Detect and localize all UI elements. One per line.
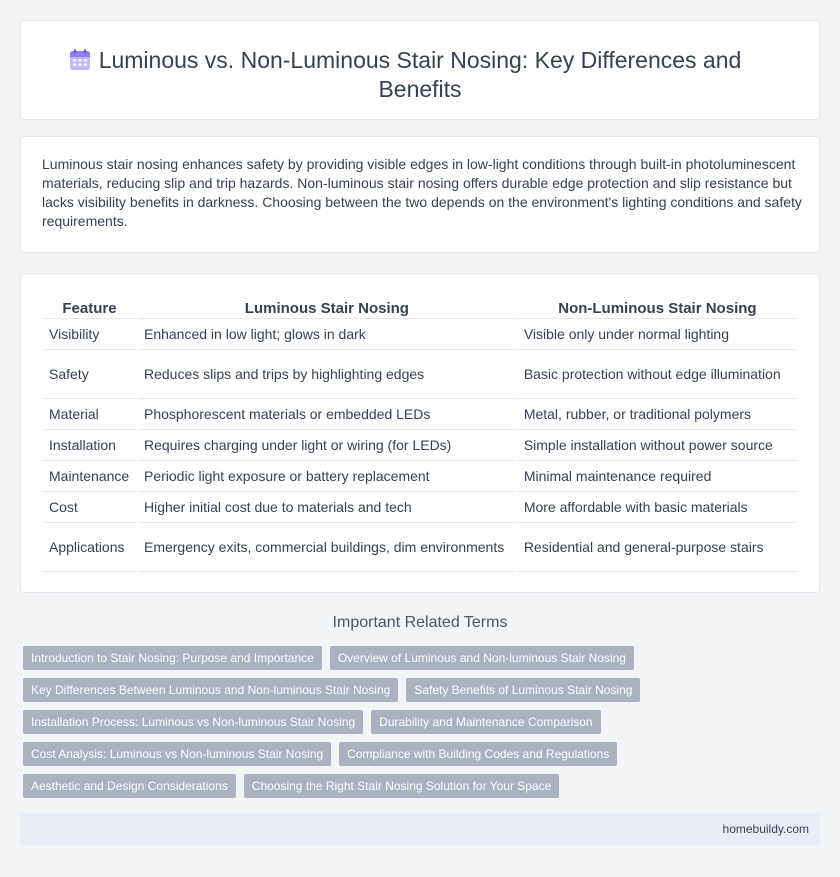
intro-paragraph: Luminous stair nosing enhances safety by providing visible edges in low-light conditions through built-in photoluminescent materials, reducing slip and trip hazards. Non-luminous stair nosing offers durable edge protection and slip resistance but lacks visibility benefits in darkness. Choosing between the two depends on the environment's lighting conditions and safety requirements.: [42, 156, 802, 229]
related-terms-title: Important Related Terms: [332, 614, 508, 631]
page-title: Luminous vs. Non-Luminous Stair Nosing: Key Differences and Benefits: [98, 47, 742, 102]
table-cell: Metal, rubber, or traditional polymers: [518, 399, 797, 430]
related-term-tag[interactable]: Overview of Luminous and Non-luminous Stair Nosing: [330, 646, 634, 670]
related-term-tag[interactable]: Durability and Maintenance Comparison: [371, 710, 600, 734]
table-cell: Simple installation without power source: [518, 430, 797, 461]
intro-card: [20, 136, 820, 253]
comparison-table-card: [20, 273, 820, 593]
table-cell: Periodic light exposure or battery replacement: [138, 461, 516, 492]
related-term-tag[interactable]: Introduction to Stair Nosing: Purpose and Importance: [23, 646, 322, 670]
table-row: [43, 523, 797, 572]
table-cell: Maintenance: [43, 461, 136, 492]
table-row: [43, 350, 797, 399]
related-term-tag[interactable]: Choosing the Right Stair Nosing Solution for Your Space: [244, 774, 560, 798]
table-cell: Minimal maintenance required: [518, 461, 797, 492]
table-cell: Higher initial cost due to materials and tech: [138, 492, 516, 523]
related-term-tag[interactable]: Safety Benefits of Luminous Stair Nosing: [406, 678, 640, 702]
table-cell: Residential and general-purpose stairs: [518, 523, 797, 572]
comparison-table: [41, 297, 799, 572]
related-term-tag[interactable]: Compliance with Building Codes and Regulations: [339, 742, 617, 766]
table-cell: Applications: [43, 523, 136, 572]
header-card: [20, 20, 820, 120]
table-cell: Basic protection without edge illumination: [518, 350, 797, 399]
related-term-tag[interactable]: Installation Process: Luminous vs Non-luminous Stair Nosing: [23, 710, 363, 734]
table-row: [43, 399, 797, 430]
footer: [20, 813, 820, 846]
column-header: Non-Luminous Stair Nosing: [518, 297, 797, 319]
table-header-row: [43, 297, 797, 319]
table-row: [43, 492, 797, 523]
table-cell: Enhanced in low light; glows in dark: [138, 319, 516, 350]
footer-site-link[interactable]: homebuildy.com: [722, 822, 809, 836]
related-terms-list: [23, 646, 823, 806]
table-cell: Cost: [43, 492, 136, 523]
table-cell: Installation: [43, 430, 136, 461]
table-cell: Reduces slips and trips by highlighting edges: [138, 350, 516, 399]
table-cell: Safety: [43, 350, 136, 399]
table-row: [43, 319, 797, 350]
related-term-tag[interactable]: Cost Analysis: Luminous vs Non-luminous Stair Nosing: [23, 742, 331, 766]
column-header: Luminous Stair Nosing: [138, 297, 516, 319]
column-header: Feature: [43, 297, 136, 319]
table-cell: Phosphorescent materials or embedded LEDs: [138, 399, 516, 430]
table-cell: More affordable with basic materials: [518, 492, 797, 523]
table-row: [43, 430, 797, 461]
related-term-tag[interactable]: Aesthetic and Design Considerations: [23, 774, 236, 798]
related-term-tag[interactable]: Key Differences Between Luminous and Non-luminous Stair Nosing: [23, 678, 398, 702]
table-cell: Visible only under normal lighting: [518, 319, 797, 350]
table-row: [43, 461, 797, 492]
table-cell: Emergency exits, commercial buildings, dim environments: [138, 523, 516, 572]
table-cell: Requires charging under light or wiring (for LEDs): [138, 430, 516, 461]
table-cell: Visibility: [43, 319, 136, 350]
table-cell: Material: [43, 399, 136, 430]
